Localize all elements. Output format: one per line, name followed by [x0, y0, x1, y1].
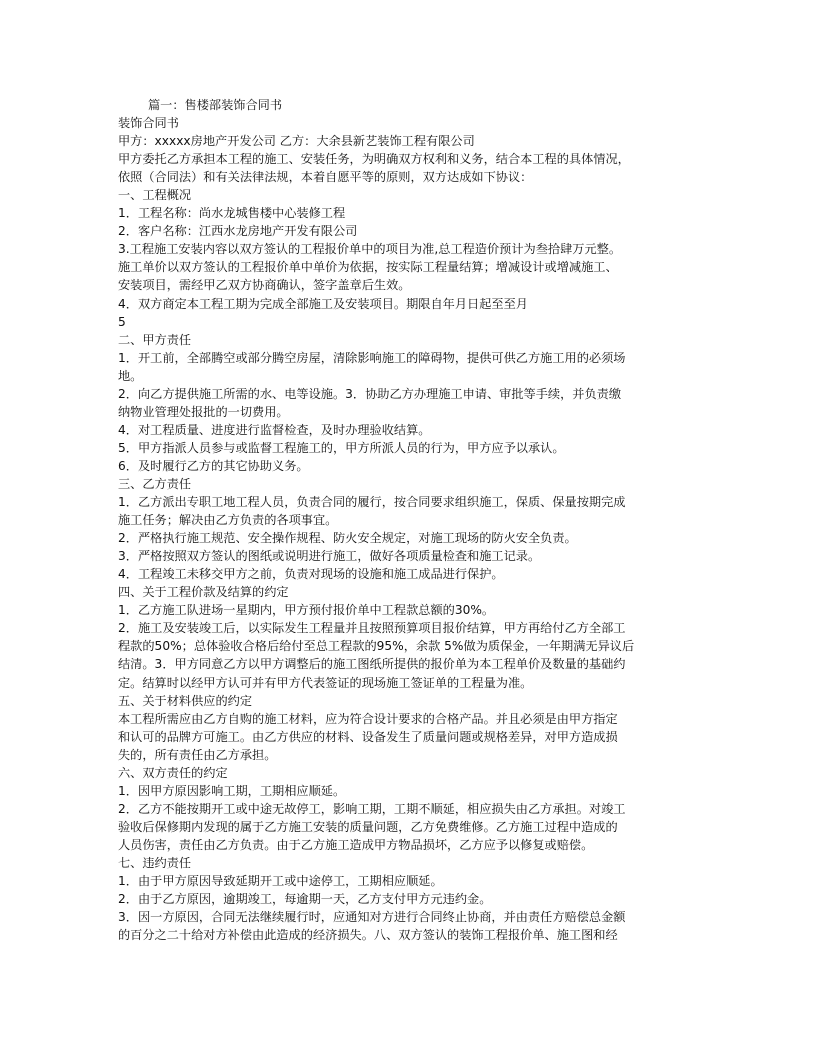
document-page [118, 96, 702, 944]
text-line: 2．施工及安装竣工后，以实际发生工程量并且按照预算项目报价结算，甲方再给付乙方全部工 [118, 621, 626, 636]
text-line: 4．双方商定本工程工期为完成全部施工及安装项目。期限自年月日起至至月 [118, 296, 528, 311]
text-line: 纳物业管理处报批的一切费用。 [118, 404, 289, 419]
text-line: 依照（合同法）和有关法律法规，本着自愿平等的原则，双方达成如下协议： [118, 170, 533, 185]
text-line: 和认可的品牌方可施工。由乙方供应的材料、设备发生了质量问题或规格差异，对甲方造成损 [118, 729, 618, 744]
text-line: 四、关于工程价款及结算的约定 [118, 585, 289, 600]
text-line: 1．乙方施工队进场一星期内，甲方预付报价单中工程款总额的30%。 [118, 603, 495, 618]
text-line: 5．甲方指派人员参与或监督工程施工的，甲方所派人员的行为，甲方应予以承认。 [118, 440, 565, 455]
text-line: 1．乙方派出专职工地工程人员，负责合同的履行，按合同要求组织施工，保质、保量按期完成 [118, 495, 626, 510]
text-line: 三、乙方责任 [118, 476, 192, 491]
text-line: 验收后保修期内发现的属于乙方施工安装的质量问题，乙方免费维修。乙方施工过程中造成的 [118, 819, 618, 834]
text-line: 施工单价以双方签认的工程报价单中单价为依据，按实际工程量结算；增减设计或增减施工、 [118, 260, 618, 275]
text-line: 六、双方责任的约定 [118, 765, 228, 780]
text-line: 2．由于乙方原因，逾期竣工，每逾期一天，乙方支付甲方元违约金。 [118, 892, 492, 907]
text-line: 的百分之二十给对方补偿由此造成的经济损失。八、双方签认的装饰工程报价单、施工图和经 [118, 928, 618, 943]
text-line: 1．开工前，全部腾空或部分腾空房屋，清除影响施工的障碍物，提供可供乙方施工用的必须场 [118, 350, 626, 365]
text-line: 定。结算时以经甲方认可并有甲方代表签证的现场施工签证单的工程量为准。 [118, 675, 533, 690]
text-line: 程款的50%；总体验收合格后给付至总工程款的95%，余款 5%做为质保金，一年期满无异议后 [118, 639, 635, 654]
text-line: 2．向乙方提供施工所需的水、电等设施。3．协助乙方办理施工申请、审批等手续，并负责缴 [118, 386, 622, 401]
text-line: 五、关于材料供应的约定 [118, 693, 253, 708]
text-line: 本工程所需应由乙方自购的施工材料，应为符合设计要求的合格产品。并且必须是由甲方指定 [118, 711, 618, 726]
text-line: 二、甲方责任 [118, 332, 192, 347]
text-line: 施工任务；解决由乙方负责的各项事宜。 [118, 513, 338, 528]
document-title: 篇一：售楼部装饰合同书 [148, 98, 283, 112]
text-line: 甲方：xxxxx房地产开发公司 乙方：大余县新艺装饰工程有限公司 [118, 134, 475, 149]
text-line: 人员伤害，责任由乙方负责。由于乙方施工造成甲方物品损坏，乙方应予以修复或赔偿。 [118, 837, 594, 852]
text-line: 3.工程施工安装内容以双方签认的工程报价单中的项目为准,总工程造价预计为叁拾肆万元整。 [118, 242, 622, 257]
text-line: 装饰合同书 [118, 116, 179, 131]
text-line: 地。 [118, 368, 143, 383]
text-line: 3．因一方原因，合同无法继续履行时，应通知对方进行合同终止协商，并由责任方赔偿总金额 [118, 910, 626, 925]
text-line: 2．严格执行施工规范、安全操作规程、防火安全规定，对施工现场的防火安全负责。 [118, 531, 577, 546]
text-line: 2．乙方不能按期开工或中途无故停工，影响工期，工期不顺延，相应损失由乙方承担。对竣工 [118, 801, 626, 816]
text-line: 4．对工程质量、进度进行监督检查，及时办理验收结算。 [118, 422, 431, 437]
text-line: 2．客户名称：江西水龙房地产开发有限公司 [118, 224, 358, 239]
text-line: 4．工程竣工未移交甲方之前，负责对现场的设施和施工成品进行保护。 [118, 567, 504, 582]
text-line: 七、违约责任 [118, 855, 192, 870]
text-line: 1．工程名称：尚水龙城售楼中心装修工程 [118, 206, 346, 221]
text-line: 甲方委托乙方承担本工程的施工、安装任务，为明确双方权利和义务，结合本工程的具体情况， [118, 152, 630, 167]
text-line: 结清。3．甲方同意乙方以甲方调整后的施工图纸所提供的报价单为本工程单价及数量的基础约 [118, 657, 626, 672]
document-body [118, 114, 702, 944]
text-line: 1．由于甲方原因导致延期开工或中途停工，工期相应顺延。 [118, 874, 443, 889]
text-line: 失的，所有责任由乙方承担。 [118, 747, 277, 762]
text-line: 一、工程概况 [118, 188, 192, 203]
text-line: 6．及时履行乙方的其它协助义务。 [118, 458, 309, 473]
text-line: 5 [118, 314, 126, 329]
text-line: 1．因甲方原因影响工期，工期相应顺延。 [118, 783, 346, 798]
text-line: 安装项目，需经甲乙双方协商确认，签字盖章后生效。 [118, 278, 411, 293]
text-line: 3．严格按照双方签认的图纸或说明进行施工，做好各项质量检查和施工记录。 [118, 549, 541, 564]
